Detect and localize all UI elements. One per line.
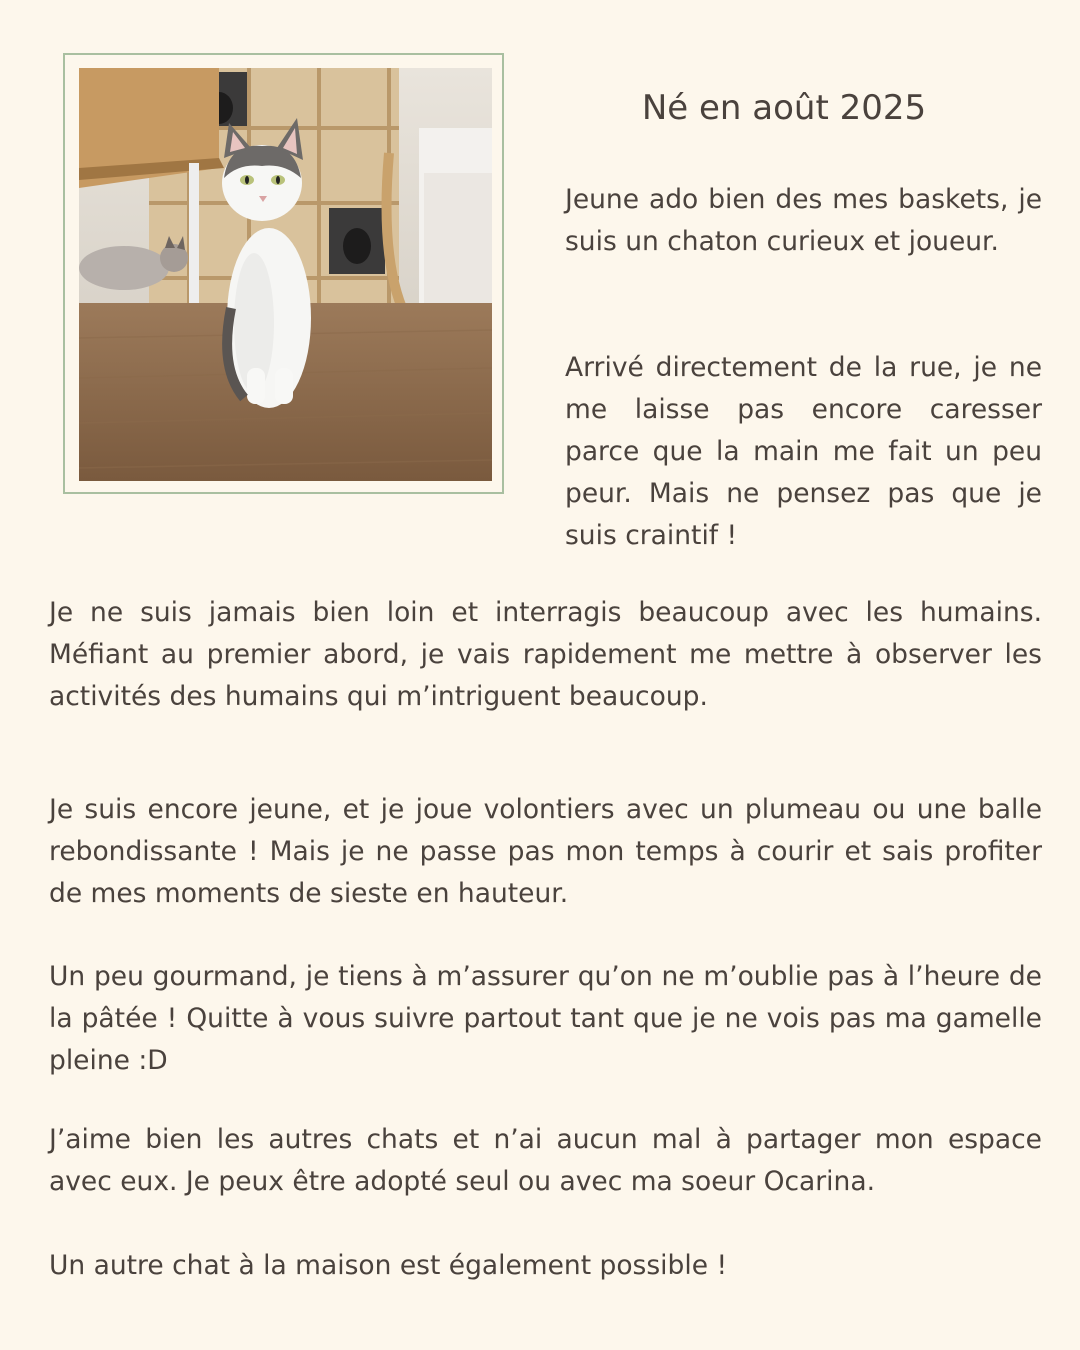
food-paragraph: Un peu gourmand, je tiens à m’assurer qu’on ne m’oublie pas à l’heure de la pâtée ! Quitte à vous suivre partout tant que je ne vois pas ma gamelle pleine :D [49, 961, 1042, 1076]
cats-paragraph: J’aime bien les autres chats et n’ai aucun mal à partager mon espace avec eux. Je peux être adopté seul ou avec ma soeur Ocarina. [49, 1124, 1042, 1197]
play-paragraph: Je suis encore jeune, et je joue volontiers avec un plumeau ou une balle rebondissante ! Mais je ne passe pas mon temps à courir et sais profiter de mes moments de sieste en hauteur. [49, 794, 1042, 909]
page-title: Né en août 2025 [641, 88, 927, 128]
behavior-paragraph: Je ne suis jamais bien loin et interragis beaucoup avec les humains. Méfiant au premier abord, je vais rapidement me mettre à observer les activités des humains qui m’intriguent beaucoup. [49, 597, 1042, 712]
other-cat-line: Un autre chat à la maison est également possible ! [49, 1250, 728, 1281]
origin-paragraph: Arrivé directement de la rue, je ne me laisse pas encore caresser parce que la main me fait un peu peur. Mais ne pensez pas que je suis craintif ! [565, 352, 1042, 551]
cat-photo [79, 68, 492, 481]
intro-paragraph: Jeune ado bien des mes baskets, je suis un chaton curieux et joueur. [565, 184, 1042, 257]
photo-frame [63, 53, 504, 494]
